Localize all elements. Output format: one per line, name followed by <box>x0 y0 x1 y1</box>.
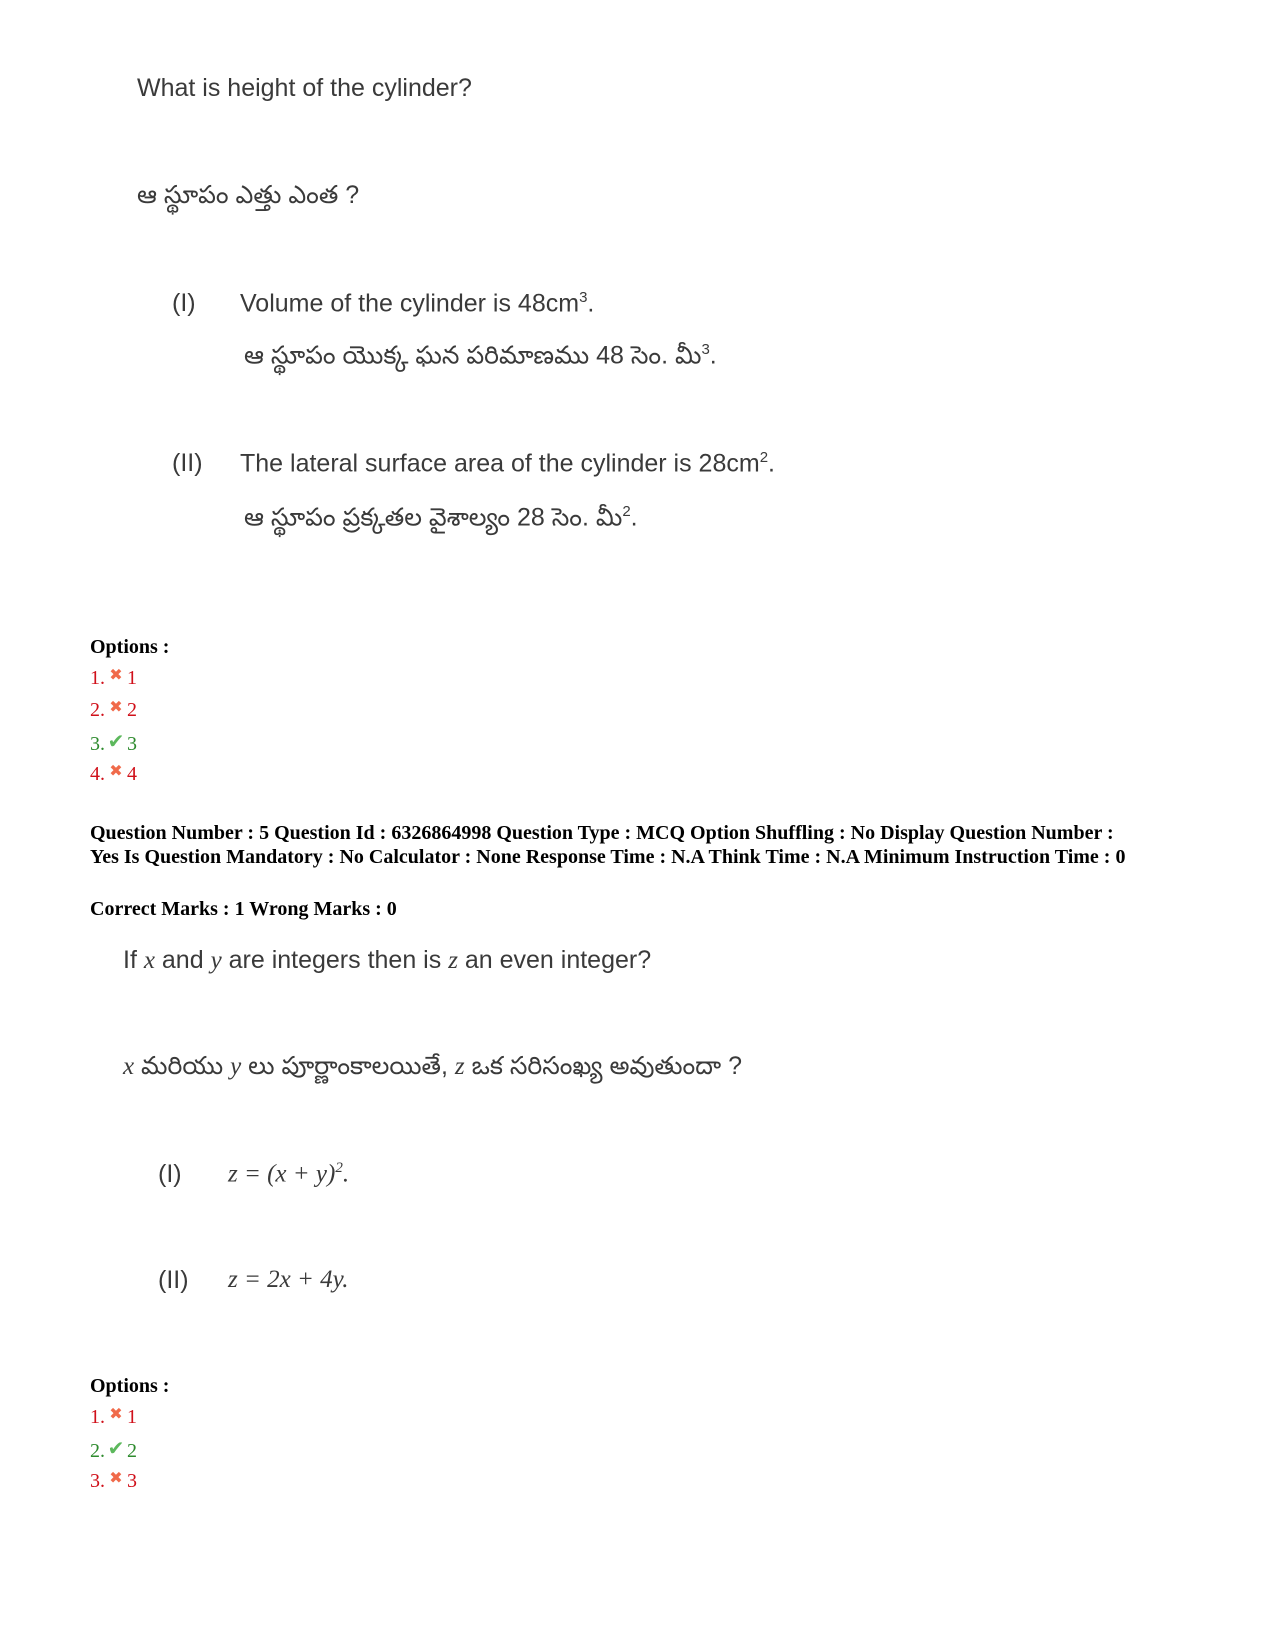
q5-question-te: x మరియు y లు పూర్ణాంకాలయితే, z ఒక సరిసంఖ్య అవుతుందా ? <box>123 1052 743 1080</box>
q4-statement-1-te: ఆ స్థూపం యొక్క ఘన పరిమాణము 48 సెం. మీ$^3$. <box>244 341 717 370</box>
cross-icon: ✖ <box>109 667 123 684</box>
q4-statement-2-te: ఆ స్థూపం ప్రక్కతల వైశాల్యం 28 సెం. మీ$^2$. <box>244 503 638 532</box>
q5-option-2: 2. ✔ 2 <box>90 1438 137 1462</box>
q4-statement-2-en: The lateral surface area of the cylinder is $28cm^2$. <box>240 449 775 478</box>
q4-option-2: 2. ✖ 2 <box>90 699 137 721</box>
q5-question-en: If x and y are integers then is z an even integer? <box>123 946 652 974</box>
q4-question-te: ఆ స్థూపం ఎత్తు ఎంత ? <box>137 181 360 209</box>
q4-statement-2-label: (II) <box>172 449 203 477</box>
q5-statement-2-eq: z = 2x + 4y. <box>228 1266 349 1293</box>
cross-icon: ✖ <box>109 699 123 716</box>
q4-options-label: Options : <box>90 636 170 658</box>
checkmark-icon: ✔ <box>107 731 125 753</box>
q5-marks: Correct Marks : 1 Wrong Marks : 0 <box>90 898 397 920</box>
q5-option-1: 1. ✖ 1 <box>90 1406 137 1428</box>
q5-statement-1-label: (I) <box>158 1160 182 1188</box>
q4-statement-1-label: (I) <box>172 289 196 317</box>
checkmark-icon: ✔ <box>107 1438 125 1460</box>
q5-options-label: Options : <box>90 1375 170 1397</box>
q4-question-en: What is height of the cylinder? <box>137 74 472 102</box>
q4-option-4: 4. ✖ 4 <box>90 763 137 785</box>
q5-option-3: 3. ✖ 3 <box>90 1470 137 1492</box>
q4-option-3: 3. ✔ 3 <box>90 731 137 755</box>
q4-option-1: 1. ✖ 1 <box>90 667 137 689</box>
q5-statement-2-label: (II) <box>158 1266 189 1294</box>
cross-icon: ✖ <box>109 1470 123 1487</box>
q5-meta: Question Number : 5 Question Id : 6326864998 Question Type : MCQ Option Shuffling : No Display Question Number : Yes Is Question Mandatory : No Calculator : None Response Time : N.A Think Time : N.A Minimum Instruction Time : 0 <box>90 822 1126 868</box>
cross-icon: ✖ <box>109 763 123 780</box>
cross-icon: ✖ <box>109 1406 123 1423</box>
q4-statement-1-en: Volume of the cylinder is $48cm^3$. <box>240 289 595 318</box>
q5-statement-1-eq: $z = (x + y)^2$. <box>228 1160 350 1188</box>
